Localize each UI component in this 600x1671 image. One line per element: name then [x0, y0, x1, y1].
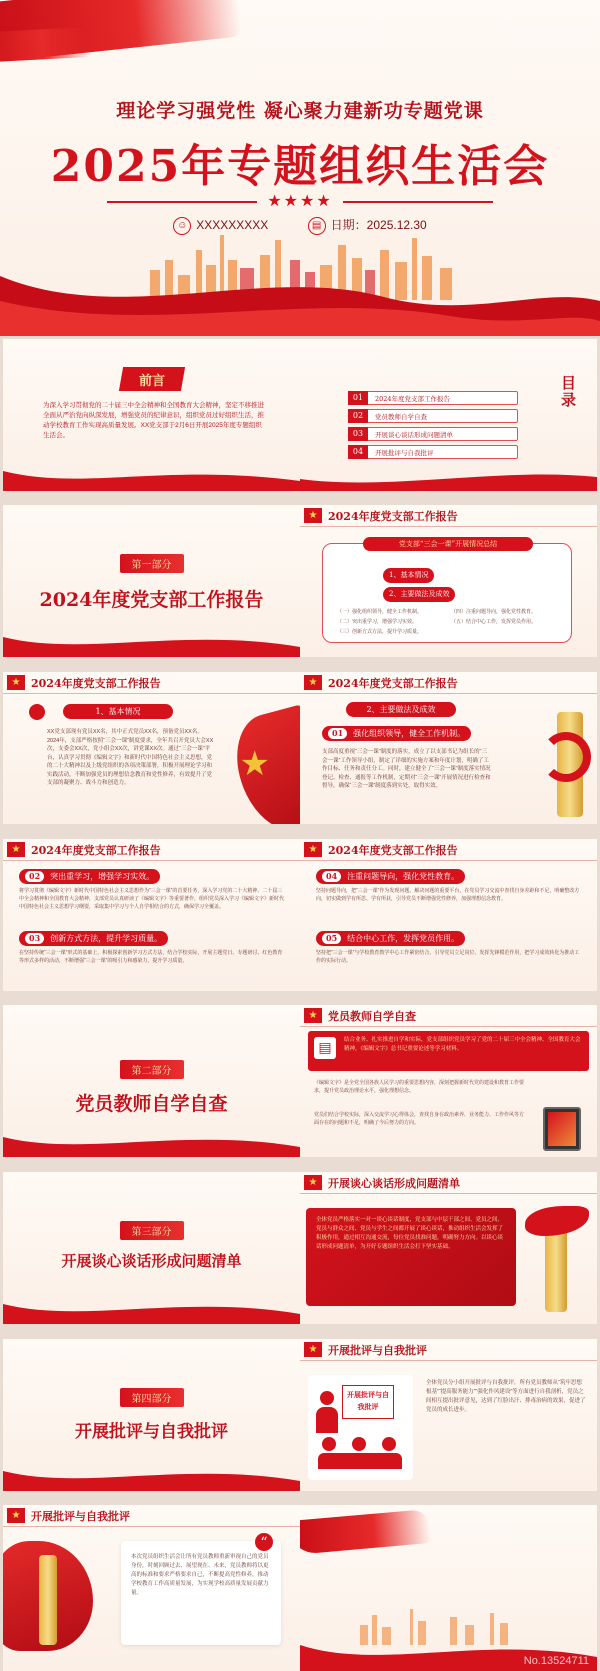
- part4-tag-wrap: [3, 1387, 300, 1407]
- self-study-slide[interactable]: [300, 1005, 597, 1157]
- person-icon: [316, 1407, 338, 1433]
- talks-card: [306, 1208, 516, 1306]
- toc-item[interactable]: [348, 445, 518, 459]
- point-num: 04: [322, 871, 341, 882]
- book-icon: ▤: [314, 1037, 336, 1059]
- red-wave-decoration: [3, 1294, 300, 1324]
- basic-info-slide[interactable]: [3, 672, 300, 824]
- tablet-image: [543, 1107, 581, 1151]
- part2-slide[interactable]: [3, 1005, 300, 1157]
- part3-slide[interactable]: [3, 1172, 300, 1324]
- part2-title: 党员教师自学自查: [75, 1093, 228, 1115]
- party-flag-icon: ★: [304, 675, 322, 690]
- toc-slide[interactable]: [300, 339, 597, 491]
- slide-header-text: 开展批评与自我批评: [328, 1344, 427, 1357]
- date-label: 日期：: [330, 218, 367, 232]
- self-study-body1: 《编辑文字》是全党全国各族人民学习的重要思想内容，深刻把握新时代党的建设和教育工作要求，提升党员政治理论水平，强化理想信念。: [314, 1080, 525, 1094]
- party-flag-icon: ★: [7, 842, 25, 857]
- slide-header-text: 开展谈心谈话形成问题清单: [328, 1177, 460, 1190]
- self-study-body2: 党员们结合学校实际，深入交流学习心得体会，查找自身在政治素养、业务能力、工作作风等方面存在的问题和不足，明确了今后努力的方向。: [314, 1112, 525, 1126]
- methods1-slide[interactable]: [300, 672, 597, 824]
- slide-header: [300, 505, 597, 527]
- point-pill: [316, 869, 465, 884]
- part3-title: 开展谈心谈话形成问题清单: [61, 1252, 242, 1270]
- slide-header-text: 2024年度党支部工作报告: [328, 844, 458, 857]
- preface-title: 前言: [138, 374, 165, 389]
- slide-header-text: 2024年度党支部工作报告: [31, 844, 161, 857]
- point-text: 结合中心工作，发挥党员作用。: [347, 934, 460, 943]
- cover-slide[interactable]: [0, 0, 600, 336]
- presenter-name: XXXXXXXXX: [196, 218, 269, 232]
- point-pill: [322, 726, 471, 741]
- party-flag-icon: ★: [7, 1508, 25, 1523]
- overview-cell: （一）强化组织领导，健全工作机制。: [337, 609, 423, 615]
- red-brush-decoration: [300, 1509, 431, 1555]
- toc-item-num: 03: [348, 427, 368, 441]
- stars-divider: [0, 191, 600, 210]
- toc-item[interactable]: [348, 427, 518, 441]
- methods3-body1: 坚持问题导向，把“三会一课”作为发现问题、解决问题的重要平台，在党员学习交流中查找自身差距和不足，明确整改方向，切实做到学有所思、学有所获，引导党员不断增强党性修养，加强理想信念教育。: [316, 888, 580, 902]
- criticism-illustration: [308, 1375, 413, 1480]
- slide-header: [3, 1505, 300, 1527]
- point-pill: [316, 931, 465, 946]
- report-overview-slide[interactable]: [300, 505, 597, 657]
- toc-item-label: 开展谈心谈话形成问题清单: [375, 431, 453, 439]
- red-wave-decoration: [3, 1461, 300, 1491]
- toc-item-num: 01: [348, 391, 368, 405]
- talks-body: 全体党员严格落实一对一谈心谈话制度，党支部与中层干部之间、党员之间、党员与群众之间、党员与学生之间都开展了谈心谈话，推动组织生活会发挥了积极作用，通过相互沟通交流，每位党员找准问题，明确努力方向。以谈心谈话形成问题清单，为开好专题组织生活会打下坚实基础。: [316, 1217, 504, 1250]
- quote-icon: “: [255, 1533, 273, 1551]
- red-ribbon-decoration: [525, 1206, 589, 1236]
- party-flag-icon: ★: [304, 1342, 322, 1357]
- part1-tag-wrap: [3, 553, 300, 573]
- methods3-body2: 坚持把“三会一课”与学校教育教学中心工作紧密结合，引导党员立足岗位、发挥先锋模范作用，把学习成效转化为推动工作的实际行动。: [316, 950, 580, 964]
- methods1-body: 支部高度重视“三会一课”制度的落实，成立了以支部书记为组长的“三会一课”工作领导小组，制定了详细的实施方案和年度计划，明确了工作目标、任务和责任分工。同时，建立健全了“三会一课”制度落实情况登记、检查、通报等工作机制，定期对“三会一课”开展情况进行检查和督导，确保“三会一课”制度落到实处，取得实效。: [322, 749, 491, 789]
- red-wave-decoration: [3, 627, 300, 657]
- toc-title: 目录: [561, 374, 577, 409]
- slide-header: [300, 672, 597, 694]
- point-text: 强化组织领导，健全工作机制。: [353, 729, 466, 738]
- red-wave-decoration: [3, 463, 300, 491]
- part4-slide[interactable]: [3, 1339, 300, 1491]
- criticism-sign: [342, 1385, 394, 1419]
- red-brush-decoration: [0, 27, 91, 63]
- site-watermark: No.13524711: [523, 1655, 589, 1667]
- party-flag-icon: ★: [304, 1175, 322, 1190]
- slide-header: [300, 1172, 597, 1194]
- toc-item-label: 2024年度党支部工作报告: [375, 395, 451, 403]
- basic-info-body: XX党支部现有党员XX名，其中正式党员XX名，预备党员XX名。2024年，支部严格按照“三会一课”制度要求，全年共召开党员大会XX次，支委会XX次，党小组会XX次，讲党课XX次。通过“三会一课”平台，认真学习贯彻《编辑文字》和新时代中国特色社会主义思想，党的二十大精神以及上级党组织的各项决策部署，积极开展理论学习和实践活动，不断加强党员的理想信念教育和党性修养，有效提升了党支部的凝聚力、战斗力和创造力。: [47, 729, 214, 786]
- toc-item-num: 04: [348, 445, 368, 459]
- overview-card-title: 党支部“三会一课”开展情况总结: [363, 537, 533, 551]
- criticism-body: 全体党员分小组开展批评与自我批评，所有党员教师从“筑牢思想根基”“提高服务能力”“强化作风建设”等方面进行自我剖析，党员之间相互提出批评意见，达到了红脸出汗、排毒治病的效果，促进了党员的成长进步。: [426, 1380, 586, 1413]
- slide-header: [300, 1339, 597, 1361]
- toc-item[interactable]: [348, 409, 518, 423]
- point-num: 03: [25, 933, 44, 944]
- slide-header-text: 2024年度党支部工作报告: [31, 677, 161, 690]
- part1-title: 2024年度党支部工作报告: [39, 589, 264, 611]
- slide-header-text: 2024年度党支部工作报告: [328, 677, 458, 690]
- red-wave-decoration: [3, 1127, 300, 1157]
- cover-title: 2025年专题组织生活会: [50, 141, 550, 192]
- methods2-slide[interactable]: [3, 839, 300, 991]
- slide-header: [300, 839, 597, 861]
- slide-header-text: 开展批评与自我批评: [31, 1510, 130, 1523]
- methods2-body1: 将学习贯彻《编辑文字》新时代中国特色社会主义思想作为“三会一课”的首要任务，深入学习党的二十大精神、二十届三中全会精神和全国教育大会精神，支部党员认真研读了《编辑文字》等重要著作，组织党员深入学习《编辑文字》新时代中国特色社会主义思想学习纲要，采取集中学习与个人自学相结合的方式，确保学习全覆盖。: [19, 888, 285, 910]
- criticism2-card: [121, 1535, 281, 1645]
- self-study-banner: [308, 1031, 589, 1071]
- person-icon: [352, 1437, 366, 1451]
- slide-header-text: 党员教师自学自查: [328, 1010, 416, 1023]
- criticism-slide[interactable]: [300, 1339, 597, 1491]
- slide-header: [3, 672, 300, 694]
- methods2-body2: 在坚持传统“三会一课”形式的基础上，积极探索创新学习方式方法，结合学校实际，开展主题党日、专题研讨、红色教育等形式多样的活动，不断增强“三会一课”的吸引力和感染力，提升学习质量。: [19, 950, 283, 964]
- criticism-sign-text: 开展批评与自我批评: [347, 1390, 389, 1411]
- self-study-banner-text: 结合业务、扎实推进自学和实际，党支部组织党员学习了党的二十届三中全会精神、全国教育大会精神，《编辑文字》总书记重要论述等学习材料。: [344, 1037, 581, 1052]
- part1-slide[interactable]: [3, 505, 300, 657]
- party-flag-icon: ★: [304, 508, 322, 523]
- calendar-icon: ▤: [308, 217, 326, 235]
- talks-slide[interactable]: [300, 1172, 597, 1324]
- closing-slide[interactable]: [300, 1505, 597, 1671]
- methods3-slide[interactable]: [300, 839, 597, 991]
- part3-tag-wrap: [3, 1220, 300, 1240]
- person-icon: [382, 1437, 396, 1451]
- part2-tag: 第二部分: [120, 1060, 184, 1079]
- overview-cell: （二）突出重学习，增强学习实效。: [337, 619, 418, 625]
- preface-slide[interactable]: [3, 339, 300, 491]
- huabiao-pillar: [39, 1555, 57, 1645]
- person-icon: [320, 1391, 334, 1405]
- person-icon: ☺: [173, 217, 191, 235]
- point-text: 注重问题导向，强化党性教育。: [347, 872, 460, 881]
- overview-item: 1、基本情况: [383, 568, 434, 583]
- party-flag-icon: ★: [304, 842, 322, 857]
- person-icon: [322, 1437, 336, 1451]
- red-wave-decoration: [300, 467, 597, 491]
- part4-tag: 第四部分: [120, 1388, 184, 1407]
- point-num: 02: [25, 871, 44, 882]
- point-num: 05: [322, 933, 341, 944]
- star-icon: ★: [239, 744, 270, 784]
- preface-body: 为深入学习贯彻党的二十届三中全会精神和全国教育大会精神，坚定不移推进全面从严治党向纵深发展，增强党员的纪律意识，组织党员过好组织生活，推动学校教育工作实现高质量发展。XX党支部于2月6日开展2025年度专题组织生活会。: [43, 402, 264, 439]
- criticism2-body: 本次党员组织生活会让所有党员教师重新审视自己的党员身份，时刻回顾过去、展望现在、未来，党员教师将以更高的标准和要求严格要求自己，不断提高党性修养，推动学校教育工作高质量发展，为实现学校高质量发展贡献力量。: [131, 1554, 269, 1596]
- toc-item-label: 开展批评与自我批评: [375, 449, 434, 457]
- slide-header-text: 2024年度党支部工作报告: [328, 510, 458, 523]
- point-pill: [19, 869, 160, 884]
- overview-cell: （三）创新方式方法，提升学习质量。: [337, 629, 423, 635]
- red-ribbon-decoration: [541, 732, 591, 782]
- point-num: 01: [328, 728, 347, 739]
- slide-header: [300, 1005, 597, 1027]
- party-flag-icon: ★: [7, 675, 25, 690]
- party-flag-icon: ★: [304, 1008, 322, 1023]
- part2-tag-wrap: [3, 1059, 300, 1079]
- overview-cell: （五）结合中心工作，发挥党员作用。: [451, 619, 537, 625]
- point-text: 突出重学习，增强学习实效。: [50, 872, 155, 881]
- part4-title: 开展批评与自我批评: [75, 1422, 228, 1442]
- part3-tag: 第三部分: [120, 1221, 184, 1240]
- slide-header: [3, 839, 300, 861]
- date-value: 2025.12.30: [366, 218, 427, 232]
- methods-pill: 2、主要做法及成效: [346, 702, 456, 717]
- toc-item[interactable]: [348, 391, 518, 405]
- criticism2-slide[interactable]: [3, 1505, 300, 1671]
- overview-cell: （四）注重问题导向，强化党性教育。: [451, 609, 537, 615]
- audience-icon: [318, 1453, 402, 1469]
- point-text: 创新方式方法，提升学习质量。: [50, 934, 163, 943]
- overview-item: 2、主要做法及成效: [383, 587, 455, 602]
- red-wave-decoration: [0, 266, 600, 336]
- toc-item-num: 02: [348, 409, 368, 423]
- part1-tag: 第一部分: [120, 554, 184, 573]
- point-pill: [19, 931, 168, 946]
- basic-info-pill: 1、基本情况: [63, 704, 173, 719]
- toc-item-label: 党员教师自学自查: [375, 413, 427, 421]
- star-icons: ★★★★: [267, 191, 333, 210]
- person-icon: [29, 704, 45, 720]
- cover-subtitle: 理论学习强党性 凝心聚力建新功专题党课: [116, 100, 484, 122]
- overview-card: [322, 540, 572, 643]
